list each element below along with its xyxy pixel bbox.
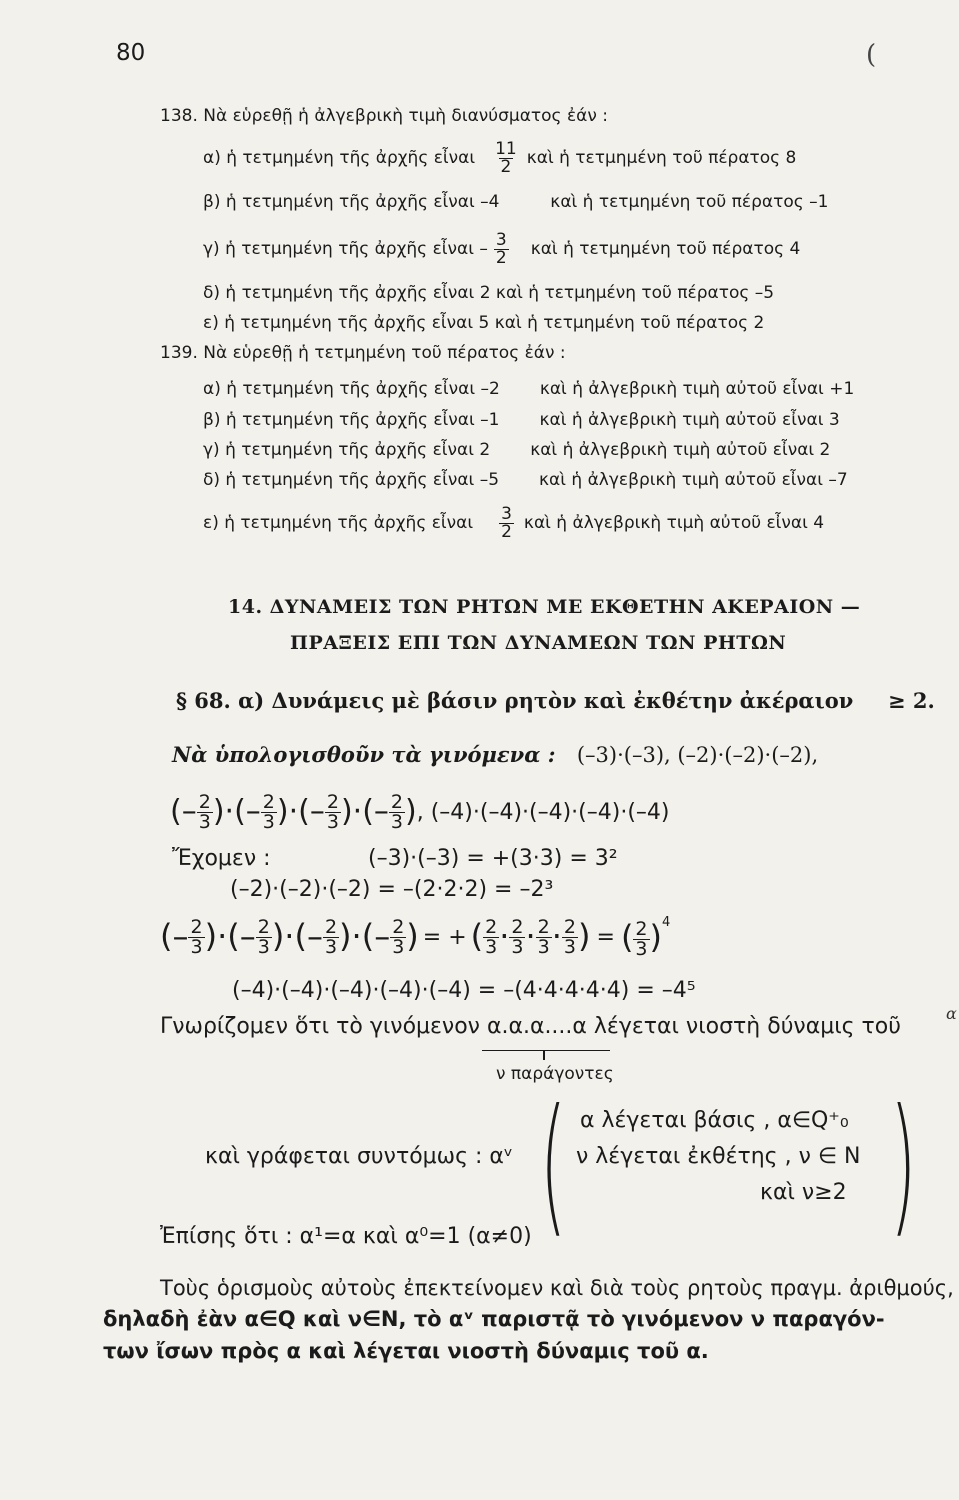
exercise-138-title: 138. Νὰ εὑρεθῇ ἡ ἀλγεβρικὴ τιμὴ διανύσματος ἐάν : [160, 106, 608, 126]
closing-line-2: δηλαδὴ ἐὰν α∈Q καὶ ν∈N, τὸ αᵛ παριστᾷ τὸ γινόμενον ν παραγόν- [103, 1307, 885, 1331]
positive-fraction-product: ( $\frac{2}{3}$ · $\frac{2}{3}$ · $\frac{2}{3}$ · $\frac{2}{3}$ ) [470, 916, 591, 959]
negative-fraction-factor: (– $\frac{2}{3}$ )· [160, 916, 228, 959]
exercise-138-a [203, 136, 796, 180]
section-heading: 14. ΔΥΝΑΜΕΙΣ ΤΩΝ ΡΗΤΩΝ ΜΕ ΕΚΘΕΤΗΝ ΑΚΕΡΑΙΟΝ — [228, 596, 861, 618]
underbrace-tip [543, 1050, 545, 1060]
fraction: $\frac{3}{2}$ [495, 229, 507, 268]
closing-line-1: Τοὺς ὁρισμοὺς αὐτοὺς ἐπεκτείνομεν καὶ διὰ τοὺς ρητοὺς πραγμ. ἀριθμούς, [160, 1276, 954, 1300]
definition-case-condition: καὶ ν≥2 [760, 1180, 847, 1205]
definition-case-exponent: ν λέγεται ἐκθέτης , ν ∈ N [576, 1144, 861, 1169]
exercise-138-e: ε) ἡ τετμημένη τῆς ἀρχῆς εἶναι 5 καὶ ἡ τετμημένη τοῦ πέρατος 2 [203, 313, 765, 333]
exercise-139-e: ε) ἡ τετμημένη τῆς ἀρχῆς εἶναι $\frac{3}{2}$ καὶ ἡ ἀλγεβρικὴ τιμὴ αὐτοῦ εἶναι 4 [203, 503, 825, 542]
compute-line-2 [170, 784, 670, 840]
underbrace-label: ν παράγοντες [496, 1064, 614, 1084]
exercise-138-c: γ) ἡ τετμημένη τῆς ἀρχῆς εἶναι – $\frac{3}{2}$ καὶ ἡ τετμημένη τοῦ πέρατος 4 [203, 229, 801, 268]
written-as: καὶ γράφεται συντόμως : αᵛ [205, 1144, 514, 1169]
left-paren: ( [540, 1078, 567, 1252]
underbrace [482, 1040, 610, 1051]
closing-line-3: των ἴσων πρὸς α καὶ λέγεται νιοστὴ δύναμις τοῦ α. [103, 1339, 709, 1363]
fraction-power: ( $\frac{2}{3}$ )$^4$ [620, 915, 671, 960]
exercise-139-d: δ) ἡ τετμημένη τῆς ἀρχῆς εἶναι –5 καὶ ἡ ἀλγεβρικὴ τιμὴ αὐτοῦ εἶναι –7 [203, 470, 848, 490]
definition-case-base: α λέγεται βάσις , α∈Q⁺₀ [580, 1108, 849, 1133]
exercise-139-c: γ) ἡ τετμημένη τῆς ἀρχῆς εἶναι 2 καὶ ἡ ἀλγεβρικὴ τιμὴ αὐτοῦ εἶναι 2 [203, 440, 831, 460]
also-line: Ἐπίσης ὅτι : α¹=α καὶ α⁰=1 (α≠0) [160, 1224, 532, 1249]
exercise-139-title: 139. Νὰ εὑρεθῇ ἡ τετμημένη τοῦ πέρατος ἐάν : [160, 343, 566, 363]
page-number: 80 [116, 40, 146, 66]
negative-fraction-factor: (– $\frac{2}{3}$ ) [362, 790, 417, 833]
negative-fraction-factor: (– $\frac{2}{3}$ )· [234, 790, 299, 833]
negative-fraction-factor: (– $\frac{2}{3}$ ) [361, 916, 419, 959]
equation-1: (–3)·(–3) = +(3·3) = 3² [368, 846, 618, 871]
negative-fraction-factor: (– $\frac{2}{3}$ )· [227, 916, 295, 959]
margin-mark-top: ( [866, 40, 877, 70]
fraction: $\frac{11}{2}$ [495, 138, 517, 177]
exercise-139-a: α) ἡ τετμημένη τῆς ἀρχῆς εἶναι –2 καὶ ἡ ἀλγεβρικὴ τιμὴ αὐτοῦ εἶναι +1 [203, 379, 855, 399]
section-heading-2: ΠΡΑΞΕΙΣ ΕΠΙ ΤΩΝ ΔΥΝΑΜΕΩΝ ΤΩΝ ΡΗΤΩΝ [290, 632, 787, 654]
right-paren: ) [890, 1078, 917, 1252]
negative-fraction-factor: (– $\frac{2}{3}$ )· [298, 790, 363, 833]
exercise-139-b: β) ἡ τετμημένη τῆς ἀρχῆς εἶναι –1 καὶ ἡ ἀλγεβρικὴ τιμὴ αὐτοῦ εἶναι 3 [203, 410, 840, 430]
negative-fraction-factor: (– $\frac{2}{3}$ )· [170, 790, 235, 833]
item-text: καὶ ἡ τετμημένη τοῦ πέρατος 8 [526, 148, 797, 168]
equation-2: (–2)·(–2)·(–2) = –(2·2·2) = –2³ [230, 877, 554, 902]
equation-4: (–4)·(–4)·(–4)·(–4)·(–4) = –(4·4·4·4·4) = –4⁵ [232, 978, 696, 1003]
fraction: $\frac{3}{2}$ [501, 503, 512, 542]
negative-fraction-factor: (– $\frac{2}{3}$ )· [294, 916, 362, 959]
equation-3: (– $\frac{2}{3}$ )· (– $\frac{2}{3}$ )· (– $\frac{2}{3}$ )· (– $\frac{2}{3}$ ) = + ( $\frac{2}{3}$ · $\frac{2}{3}$ · $\frac{2}{3}$ · $\frac{2}{3}$ ) = ( $\frac{2}{3}$ )$^4$ [160, 915, 671, 960]
exercise-138-b: β) ἡ τετμημένη τῆς ἀρχῆς εἶναι –4 καὶ ἡ τετμημένη τοῦ πέρατος –1 [203, 192, 829, 212]
exercise-138-d: δ) ἡ τετμημένη τῆς ἀρχῆς εἶναι 2 καὶ ἡ τετμημένη τοῦ πέρατος –5 [203, 283, 775, 303]
item-text: α) ἡ τετμημένη τῆς ἀρχῆς εἶναι [203, 148, 476, 168]
subsection-heading: § 68. α) Δυνάμεις μὲ βάσιν ρητὸν καὶ ἐκθέτην ἀκέραιον ≥ 2. [176, 688, 935, 713]
margin-mark-right: α [946, 1004, 957, 1023]
have-label: Ἔχομεν : [172, 846, 271, 871]
compute-intro: Νὰ ὑπολογισθοῦν τὰ γινόμενα : (–3)·(–3), (–2)·(–2)·(–2), [172, 742, 819, 767]
powers-of-minus-four: , (–4)·(–4)·(–4)·(–4)·(–4) [416, 799, 670, 825]
definition-line: Γνωρίζομεν ὅτι τὸ γινόμενον α.α.α....α λέγεται νιοστὴ δύναμις τοῦ [160, 1014, 901, 1039]
